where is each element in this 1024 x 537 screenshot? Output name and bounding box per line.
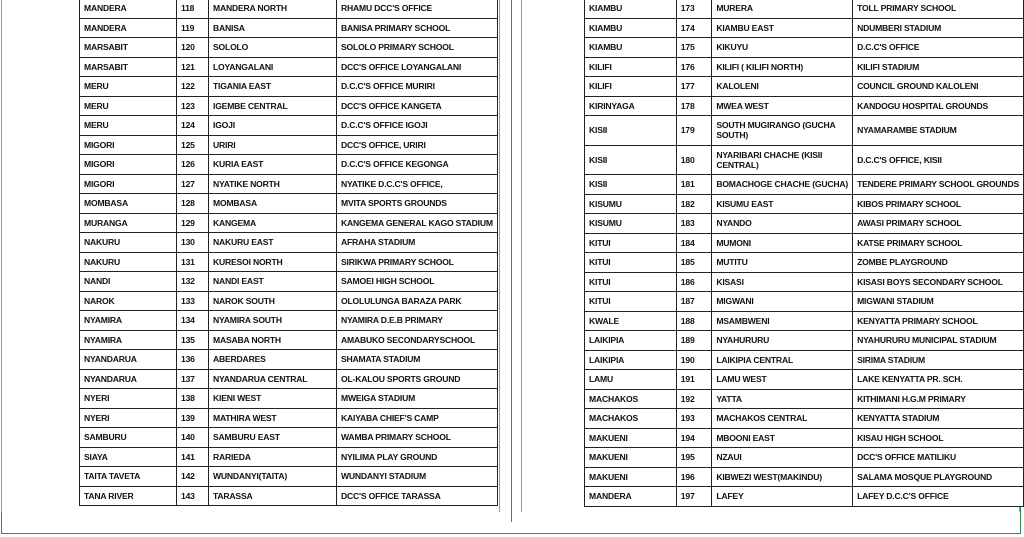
constituency-cell: MASABA NORTH xyxy=(209,330,337,350)
venue-cell: SALAMA MOSQUE PLAYGROUND xyxy=(853,467,1024,487)
right-polling-table xyxy=(584,0,1024,507)
venue-cell: D.C.C'S OFFICE, KISII xyxy=(853,145,1024,175)
code-cell: 190 xyxy=(676,350,712,370)
venue-cell: KENYATTA PRIMARY SCHOOL xyxy=(853,311,1024,331)
constituency-cell: BANISA xyxy=(209,18,337,38)
constituency-cell: MURERA xyxy=(712,0,853,18)
county-cell: TANA RIVER xyxy=(80,486,177,506)
table-row xyxy=(80,389,498,409)
constituency-cell: ABERDARES xyxy=(209,350,337,370)
code-cell: 135 xyxy=(177,330,209,350)
code-cell: 184 xyxy=(676,233,712,253)
code-cell: 174 xyxy=(676,18,712,38)
constituency-cell: TARASSA xyxy=(209,486,337,506)
constituency-cell: TIGANIA EAST xyxy=(209,77,337,97)
code-cell: 196 xyxy=(676,467,712,487)
left-pane-outer-edge xyxy=(1,0,2,512)
county-cell: KIAMBU xyxy=(585,38,677,58)
constituency-cell: MBOONI EAST xyxy=(712,428,853,448)
code-cell: 193 xyxy=(676,409,712,429)
table-row xyxy=(80,135,498,155)
code-cell: 191 xyxy=(676,370,712,390)
code-cell: 180 xyxy=(676,145,712,175)
table-row xyxy=(585,145,1024,175)
venue-cell: NYAHURURU MUNICIPAL STADIUM xyxy=(853,331,1024,351)
table-row xyxy=(80,252,498,272)
table-row xyxy=(585,272,1024,292)
venue-cell: OL-KALOU SPORTS GROUND xyxy=(337,369,498,389)
table-row xyxy=(80,408,498,428)
table-row xyxy=(585,96,1024,116)
code-cell: 140 xyxy=(177,428,209,448)
constituency-cell: KIKUYU xyxy=(712,38,853,58)
code-cell: 176 xyxy=(676,57,712,77)
code-cell: 188 xyxy=(676,311,712,331)
table-row xyxy=(585,116,1024,146)
constituency-cell: NAKURU EAST xyxy=(209,233,337,253)
table-row xyxy=(585,389,1024,409)
county-cell: NAKURU xyxy=(80,233,177,253)
venue-cell: DCC'S OFFICE MATILIKU xyxy=(853,448,1024,468)
county-cell: KISUMU xyxy=(585,214,677,234)
county-cell: MACHAKOS xyxy=(585,409,677,429)
constituency-cell: MIGWANI xyxy=(712,292,853,312)
code-cell: 138 xyxy=(177,389,209,409)
county-cell: KIAMBU xyxy=(585,18,677,38)
constituency-cell: NYAMIRA SOUTH xyxy=(209,311,337,331)
table-row xyxy=(585,18,1024,38)
venue-cell: SIRIKWA PRIMARY SCHOOL xyxy=(337,252,498,272)
county-cell: SIAYA xyxy=(80,447,177,467)
table-row xyxy=(585,253,1024,273)
constituency-cell: KALOLENI xyxy=(712,77,853,97)
county-cell: MANDERA xyxy=(585,487,677,507)
venue-cell: KISAU HIGH SCHOOL xyxy=(853,428,1024,448)
county-cell: MAKUENI xyxy=(585,467,677,487)
code-cell: 118 xyxy=(177,0,209,18)
venue-cell: AFRAHA STADIUM xyxy=(337,233,498,253)
code-cell: 143 xyxy=(177,486,209,506)
constituency-cell: IGOJI xyxy=(209,116,337,136)
county-cell: NANDI xyxy=(80,272,177,292)
code-cell: 186 xyxy=(676,272,712,292)
code-cell: 192 xyxy=(676,389,712,409)
venue-cell: AWASI PRIMARY SCHOOL xyxy=(853,214,1024,234)
code-cell: 132 xyxy=(177,272,209,292)
county-cell: KITUI xyxy=(585,233,677,253)
venue-cell: KITHIMANI H.G.M PRIMARY xyxy=(853,389,1024,409)
table-row xyxy=(80,174,498,194)
table-row xyxy=(80,330,498,350)
constituency-cell: NYANDARUA CENTRAL xyxy=(209,369,337,389)
code-cell: 134 xyxy=(177,311,209,331)
venue-cell: WUNDANYI STADIUM xyxy=(337,467,498,487)
table-row xyxy=(80,18,498,38)
venue-cell: MVITA SPORTS GROUNDS xyxy=(337,194,498,214)
table-row xyxy=(80,447,498,467)
venue-cell: D.C.C'S OFFICE KEGONGA xyxy=(337,155,498,175)
code-cell: 142 xyxy=(177,467,209,487)
venue-cell: KISASI BOYS SECONDARY SCHOOL xyxy=(853,272,1024,292)
table-row xyxy=(585,214,1024,234)
venue-cell: TENDERE PRIMARY SCHOOL GROUNDS xyxy=(853,175,1024,195)
venue-cell: ZOMBE PLAYGROUND xyxy=(853,253,1024,273)
venue-cell: SIRIMA STADIUM xyxy=(853,350,1024,370)
venue-cell: SHAMATA STADIUM xyxy=(337,350,498,370)
table-row xyxy=(585,311,1024,331)
code-cell: 124 xyxy=(177,116,209,136)
page-divider xyxy=(511,0,512,522)
constituency-cell: KIAMBU EAST xyxy=(712,18,853,38)
table-row xyxy=(80,291,498,311)
county-cell: NYERI xyxy=(80,408,177,428)
constituency-cell: MACHAKOS CENTRAL xyxy=(712,409,853,429)
venue-cell: DCC'S OFFICE LOYANGALANI xyxy=(337,57,498,77)
venue-cell: LAKE KENYATTA PR. SCH. xyxy=(853,370,1024,390)
constituency-cell: MOMBASA xyxy=(209,194,337,214)
table-row xyxy=(80,155,498,175)
table-row xyxy=(585,175,1024,195)
county-cell: MARSABIT xyxy=(80,38,177,58)
venue-cell: OLOLULUNGA BARAZA PARK xyxy=(337,291,498,311)
table-row xyxy=(585,292,1024,312)
county-cell: MERU xyxy=(80,116,177,136)
venue-cell: SOLOLO PRIMARY SCHOOL xyxy=(337,38,498,58)
code-cell: 133 xyxy=(177,291,209,311)
table-row xyxy=(585,448,1024,468)
venue-cell: DCC'S OFFICE TARASSA xyxy=(337,486,498,506)
code-cell: 136 xyxy=(177,350,209,370)
code-cell: 185 xyxy=(676,253,712,273)
constituency-cell: KURIA EAST xyxy=(209,155,337,175)
county-cell: KITUI xyxy=(585,272,677,292)
venue-cell: MIGWANI STADIUM xyxy=(853,292,1024,312)
county-cell: KILIFI xyxy=(585,77,677,97)
table-row xyxy=(80,311,498,331)
code-cell: 175 xyxy=(676,38,712,58)
venue-cell: NYAMIRA D.E.B PRIMARY xyxy=(337,311,498,331)
venue-cell: KIBOS PRIMARY SCHOOL xyxy=(853,194,1024,214)
table-row xyxy=(585,233,1024,253)
table-row xyxy=(585,331,1024,351)
county-cell: KIAMBU xyxy=(585,0,677,18)
constituency-cell: NYATIKE NORTH xyxy=(209,174,337,194)
constituency-cell: SAMBURU EAST xyxy=(209,428,337,448)
code-cell: 173 xyxy=(676,0,712,18)
constituency-cell: WUNDANYI(TAITA) xyxy=(209,467,337,487)
venue-cell: KAIYABA CHIEF'S CAMP xyxy=(337,408,498,428)
right-pane-left-edge xyxy=(521,0,522,512)
constituency-cell: KISASI xyxy=(712,272,853,292)
county-cell: MARSABIT xyxy=(80,57,177,77)
constituency-cell: URIRI xyxy=(209,135,337,155)
code-cell: 125 xyxy=(177,135,209,155)
venue-cell: NDUMBERI STADIUM xyxy=(853,18,1024,38)
code-cell: 183 xyxy=(676,214,712,234)
table-row xyxy=(80,116,498,136)
code-cell: 130 xyxy=(177,233,209,253)
left-document-page xyxy=(79,0,498,506)
constituency-cell: MUTITU xyxy=(712,253,853,273)
constituency-cell: MANDERA NORTH xyxy=(209,0,337,18)
county-cell: MERU xyxy=(80,77,177,97)
county-cell: KWALE xyxy=(585,311,677,331)
constituency-cell: LAIKIPIA CENTRAL xyxy=(712,350,853,370)
constituency-cell: KURESOI NORTH xyxy=(209,252,337,272)
table-row xyxy=(80,213,498,233)
county-cell: NYERI xyxy=(80,389,177,409)
venue-cell: SAMOEI HIGH SCHOOL xyxy=(337,272,498,292)
county-cell: KIRINYAGA xyxy=(585,96,677,116)
venue-cell: AMABUKO SECONDARYSCHOOL xyxy=(337,330,498,350)
county-cell: KITUI xyxy=(585,292,677,312)
county-cell: MACHAKOS xyxy=(585,389,677,409)
table-row xyxy=(80,57,498,77)
venue-cell: DCC'S OFFICE KANGETA xyxy=(337,96,498,116)
county-cell: MANDERA xyxy=(80,18,177,38)
constituency-cell: MATHIRA WEST xyxy=(209,408,337,428)
left-pane-right-edge xyxy=(499,0,500,512)
table-row xyxy=(80,486,498,506)
right-document-page xyxy=(584,0,1024,507)
venue-cell: MWEIGA STADIUM xyxy=(337,389,498,409)
table-row xyxy=(80,350,498,370)
constituency-cell: NYARIBARI CHACHE (KISII CENTRAL) xyxy=(712,145,853,175)
code-cell: 123 xyxy=(177,96,209,116)
venue-cell: D.C.C'S OFFICE MURIRI xyxy=(337,77,498,97)
table-row xyxy=(585,350,1024,370)
constituency-cell: RARIEDA xyxy=(209,447,337,467)
venue-cell: D.C.C'S OFFICE IGOJI xyxy=(337,116,498,136)
code-cell: 122 xyxy=(177,77,209,97)
code-cell: 139 xyxy=(177,408,209,428)
code-cell: 141 xyxy=(177,447,209,467)
venue-cell: KILIFI STADIUM xyxy=(853,57,1024,77)
venue-cell: RHAMU DCC'S OFFICE xyxy=(337,0,498,18)
table-row xyxy=(80,96,498,116)
county-cell: MURANGA xyxy=(80,213,177,233)
county-cell: MIGORI xyxy=(80,135,177,155)
code-cell: 127 xyxy=(177,174,209,194)
constituency-cell: KANGEMA xyxy=(209,213,337,233)
county-cell: MERU xyxy=(80,96,177,116)
county-cell: KISII xyxy=(585,175,677,195)
left-polling-table xyxy=(79,0,498,506)
venue-cell: TOLL PRIMARY SCHOOL xyxy=(853,0,1024,18)
county-cell: KISII xyxy=(585,116,677,146)
county-cell: KILIFI xyxy=(585,57,677,77)
code-cell: 194 xyxy=(676,428,712,448)
table-row xyxy=(80,38,498,58)
constituency-cell: NYAHURURU xyxy=(712,331,853,351)
code-cell: 131 xyxy=(177,252,209,272)
constituency-cell: LOYANGALANI xyxy=(209,57,337,77)
constituency-cell: KISUMU EAST xyxy=(712,194,853,214)
table-row xyxy=(80,272,498,292)
constituency-cell: NZAUI xyxy=(712,448,853,468)
venue-cell: KENYATTA STADIUM xyxy=(853,409,1024,429)
constituency-cell: NAROK SOUTH xyxy=(209,291,337,311)
constituency-cell: LAFEY xyxy=(712,487,853,507)
county-cell: LAIKIPIA xyxy=(585,350,677,370)
code-cell: 195 xyxy=(676,448,712,468)
county-cell: LAIKIPIA xyxy=(585,331,677,351)
table-row xyxy=(585,77,1024,97)
code-cell: 129 xyxy=(177,213,209,233)
constituency-cell: SOLOLO xyxy=(209,38,337,58)
venue-cell: KANDOGU HOSPITAL GROUNDS xyxy=(853,96,1024,116)
county-cell: MAKUENI xyxy=(585,428,677,448)
code-cell: 137 xyxy=(177,369,209,389)
code-cell: 119 xyxy=(177,18,209,38)
venue-cell: LAFEY D.C.C'S OFFICE xyxy=(853,487,1024,507)
venue-cell: NYATIKE D.C.C'S OFFICE, xyxy=(337,174,498,194)
venue-cell: NYAMARAMBE STADIUM xyxy=(853,116,1024,146)
table-row xyxy=(585,370,1024,390)
code-cell: 120 xyxy=(177,38,209,58)
table-row xyxy=(585,409,1024,429)
constituency-cell: BOMACHOGE CHACHE (GUCHA) xyxy=(712,175,853,195)
county-cell: MIGORI xyxy=(80,155,177,175)
county-cell: KITUI xyxy=(585,253,677,273)
constituency-cell: NANDI EAST xyxy=(209,272,337,292)
code-cell: 189 xyxy=(676,331,712,351)
table-row xyxy=(585,0,1024,18)
constituency-cell: KILIFI ( KILIFI NORTH) xyxy=(712,57,853,77)
venue-cell: DCC'S OFFICE, URIRI xyxy=(337,135,498,155)
county-cell: NYAMIRA xyxy=(80,330,177,350)
county-cell: NAKURU xyxy=(80,252,177,272)
venue-cell: WAMBA PRIMARY SCHOOL xyxy=(337,428,498,448)
table-row xyxy=(80,233,498,253)
table-row xyxy=(585,487,1024,507)
code-cell: 197 xyxy=(676,487,712,507)
county-cell: KISUMU xyxy=(585,194,677,214)
county-cell: NYANDARUA xyxy=(80,369,177,389)
table-row xyxy=(585,194,1024,214)
venue-cell: BANISA PRIMARY SCHOOL xyxy=(337,18,498,38)
constituency-cell: LAMU WEST xyxy=(712,370,853,390)
county-cell: MAKUENI xyxy=(585,448,677,468)
table-row xyxy=(585,38,1024,58)
county-cell: NYAMIRA xyxy=(80,311,177,331)
county-cell: MIGORI xyxy=(80,174,177,194)
venue-cell: KANGEMA GENERAL KAGO STADIUM xyxy=(337,213,498,233)
constituency-cell: KIBWEZI WEST(MAKINDU) xyxy=(712,467,853,487)
constituency-cell: MUMONI xyxy=(712,233,853,253)
code-cell: 179 xyxy=(676,116,712,146)
table-row xyxy=(80,467,498,487)
constituency-cell: KIENI WEST xyxy=(209,389,337,409)
county-cell: KISII xyxy=(585,145,677,175)
code-cell: 182 xyxy=(676,194,712,214)
code-cell: 177 xyxy=(676,77,712,97)
county-cell: MANDERA xyxy=(80,0,177,18)
constituency-cell: YATTA xyxy=(712,389,853,409)
table-row xyxy=(585,428,1024,448)
table-row xyxy=(80,194,498,214)
table-row xyxy=(80,0,498,18)
county-cell: NAROK xyxy=(80,291,177,311)
code-cell: 121 xyxy=(177,57,209,77)
constituency-cell: SOUTH MUGIRANGO (GUCHA SOUTH) xyxy=(712,116,853,146)
code-cell: 178 xyxy=(676,96,712,116)
constituency-cell: MWEA WEST xyxy=(712,96,853,116)
venue-cell: NYILIMA PLAY GROUND xyxy=(337,447,498,467)
county-cell: MOMBASA xyxy=(80,194,177,214)
table-row xyxy=(80,77,498,97)
county-cell: LAMU xyxy=(585,370,677,390)
county-cell: NYANDARUA xyxy=(80,350,177,370)
venue-cell: KATSE PRIMARY SCHOOL xyxy=(853,233,1024,253)
table-row xyxy=(80,428,498,448)
table-row xyxy=(585,467,1024,487)
code-cell: 187 xyxy=(676,292,712,312)
table-row xyxy=(585,57,1024,77)
county-cell: TAITA TAVETA xyxy=(80,467,177,487)
venue-cell: D.C.C'S OFFICE xyxy=(853,38,1024,58)
constituency-cell: IGEMBE CENTRAL xyxy=(209,96,337,116)
county-cell: SAMBURU xyxy=(80,428,177,448)
constituency-cell: NYANDO xyxy=(712,214,853,234)
constituency-cell: MSAMBWENI xyxy=(712,311,853,331)
code-cell: 128 xyxy=(177,194,209,214)
code-cell: 181 xyxy=(676,175,712,195)
table-row xyxy=(80,369,498,389)
code-cell: 126 xyxy=(177,155,209,175)
venue-cell: COUNCIL GROUND KALOLENI xyxy=(853,77,1024,97)
